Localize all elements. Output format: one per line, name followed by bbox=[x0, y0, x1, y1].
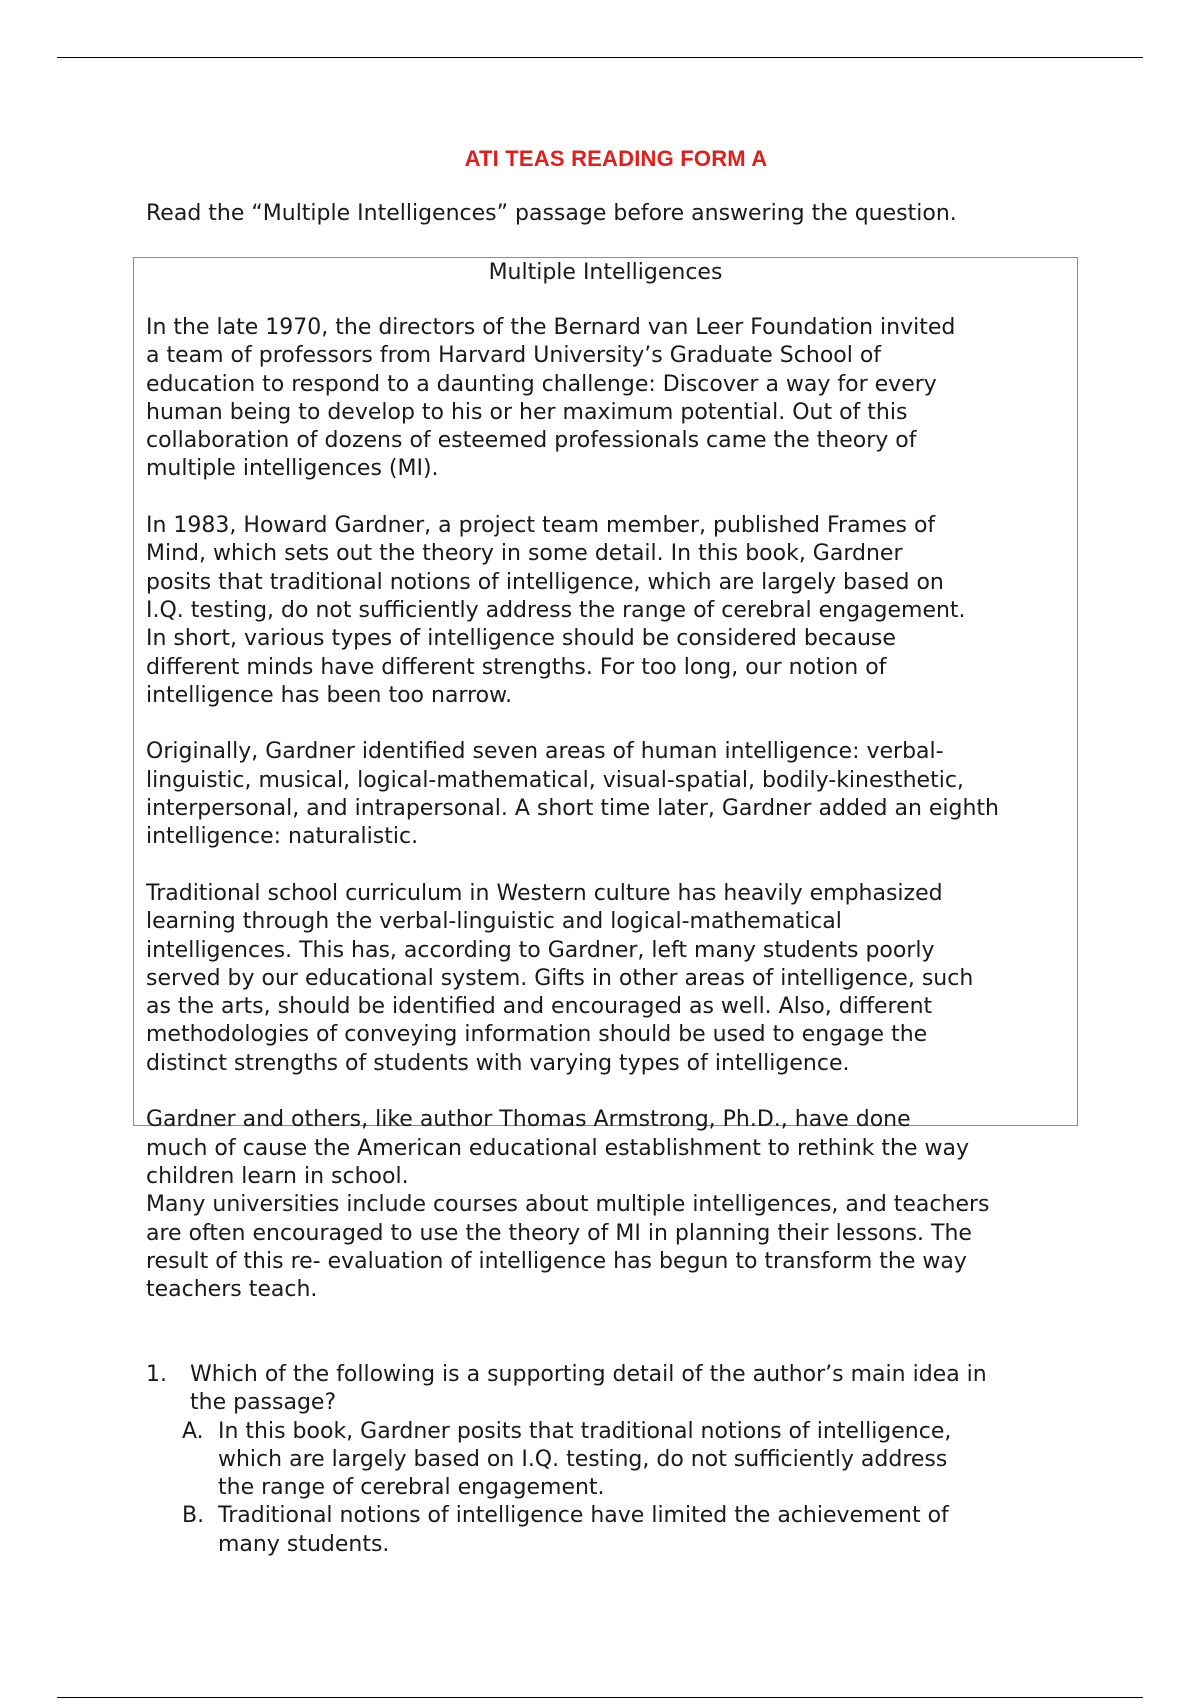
question-stem bbox=[146, 1361, 1146, 1418]
option-letter: B. bbox=[182, 1503, 205, 1529]
document-title: ATI TEAS READING FORM A bbox=[464, 146, 768, 171]
passage-paragraph: In 1983, Howard Gardner, a project team member, published Frames of Mind, which sets out the theory in some detail. In this book, Gardner posits that traditional notions of intelligence, which are largely based on I.Q. testing, do not sufficiently address the range of cerebral engagement. In short, various types of intelligence should be considered because different minds have different strengths. For too long, our notion of intelligence has been too narrow. bbox=[146, 513, 966, 708]
top-rule bbox=[57, 57, 1143, 58]
passage-paragraph: Traditional school curriculum in Western culture has heavily emphasized learning through the verbal-linguistic and logical-mathematical intelligences. This has, according to Gardner, left many students poorly served by our educational system. Gifts in other areas of intelligence, such as the arts, should be identified and encouraged as well. Also, different methodologies of conveying information should be used to engage the distinct strengths of students with varying types of intelligence. bbox=[146, 880, 974, 1076]
question-text: Which of the following is a supporting detail of the author’s main idea in the passage? bbox=[190, 1362, 987, 1416]
option-text: In this book, Gardner posits that traditional notions of intelligence, which are largely based on I.Q. testing, do not sufficiently address the range of cerebral engagement. bbox=[218, 1418, 952, 1501]
option-letter: A. bbox=[182, 1418, 204, 1444]
passage-heading: Multiple Intelligences bbox=[488, 260, 723, 285]
question-1 bbox=[146, 1361, 1146, 1559]
passage-paragraph: In the late 1970, the directors of the Bernard van Leer Foundation invited a team of professors from Harvard University’s Graduate School of education to respond to a daunting challenge: Discover a way for every human being to develop to his or her maximum potential. Out of this collaboration of dozens of esteemed professionals came the theory of multiple intelligences (MI). bbox=[146, 315, 956, 482]
passage-body bbox=[146, 314, 1186, 1304]
answer-option-b[interactable] bbox=[182, 1502, 1146, 1559]
bottom-rule bbox=[57, 1697, 1143, 1698]
passage-paragraph: Many universities include courses about multiple intelligences, and teachers are often encouraged to use the theory of MI in planning their lessons. The result of this re- evaluation of intelligence has begun to transform the way teachers teach. bbox=[146, 1192, 990, 1303]
passage-paragraph: Gardner and others, like author Thomas Armstrong, Ph.D., have done much of cause the American educational establishment to rethink the way children learn in school. bbox=[146, 1107, 970, 1189]
answer-option-a[interactable] bbox=[182, 1418, 1146, 1503]
instruction-text: Read the “Multiple Intelligences” passage before answering the question. bbox=[146, 201, 957, 226]
passage-paragraph: Originally, Gardner identified seven areas of human intelligence: verbal- linguistic, musical, logical-mathematical, visual-spatial, bodily-kinesthetic, interpersonal, and intrapersonal. A short time later, Gardner added an eighth intelligence: naturalistic. bbox=[146, 739, 1000, 850]
question-number: 1. bbox=[146, 1362, 167, 1387]
option-text: Traditional notions of intelligence have limited the achievement of many students. bbox=[218, 1503, 949, 1557]
answer-options bbox=[146, 1418, 1146, 1559]
